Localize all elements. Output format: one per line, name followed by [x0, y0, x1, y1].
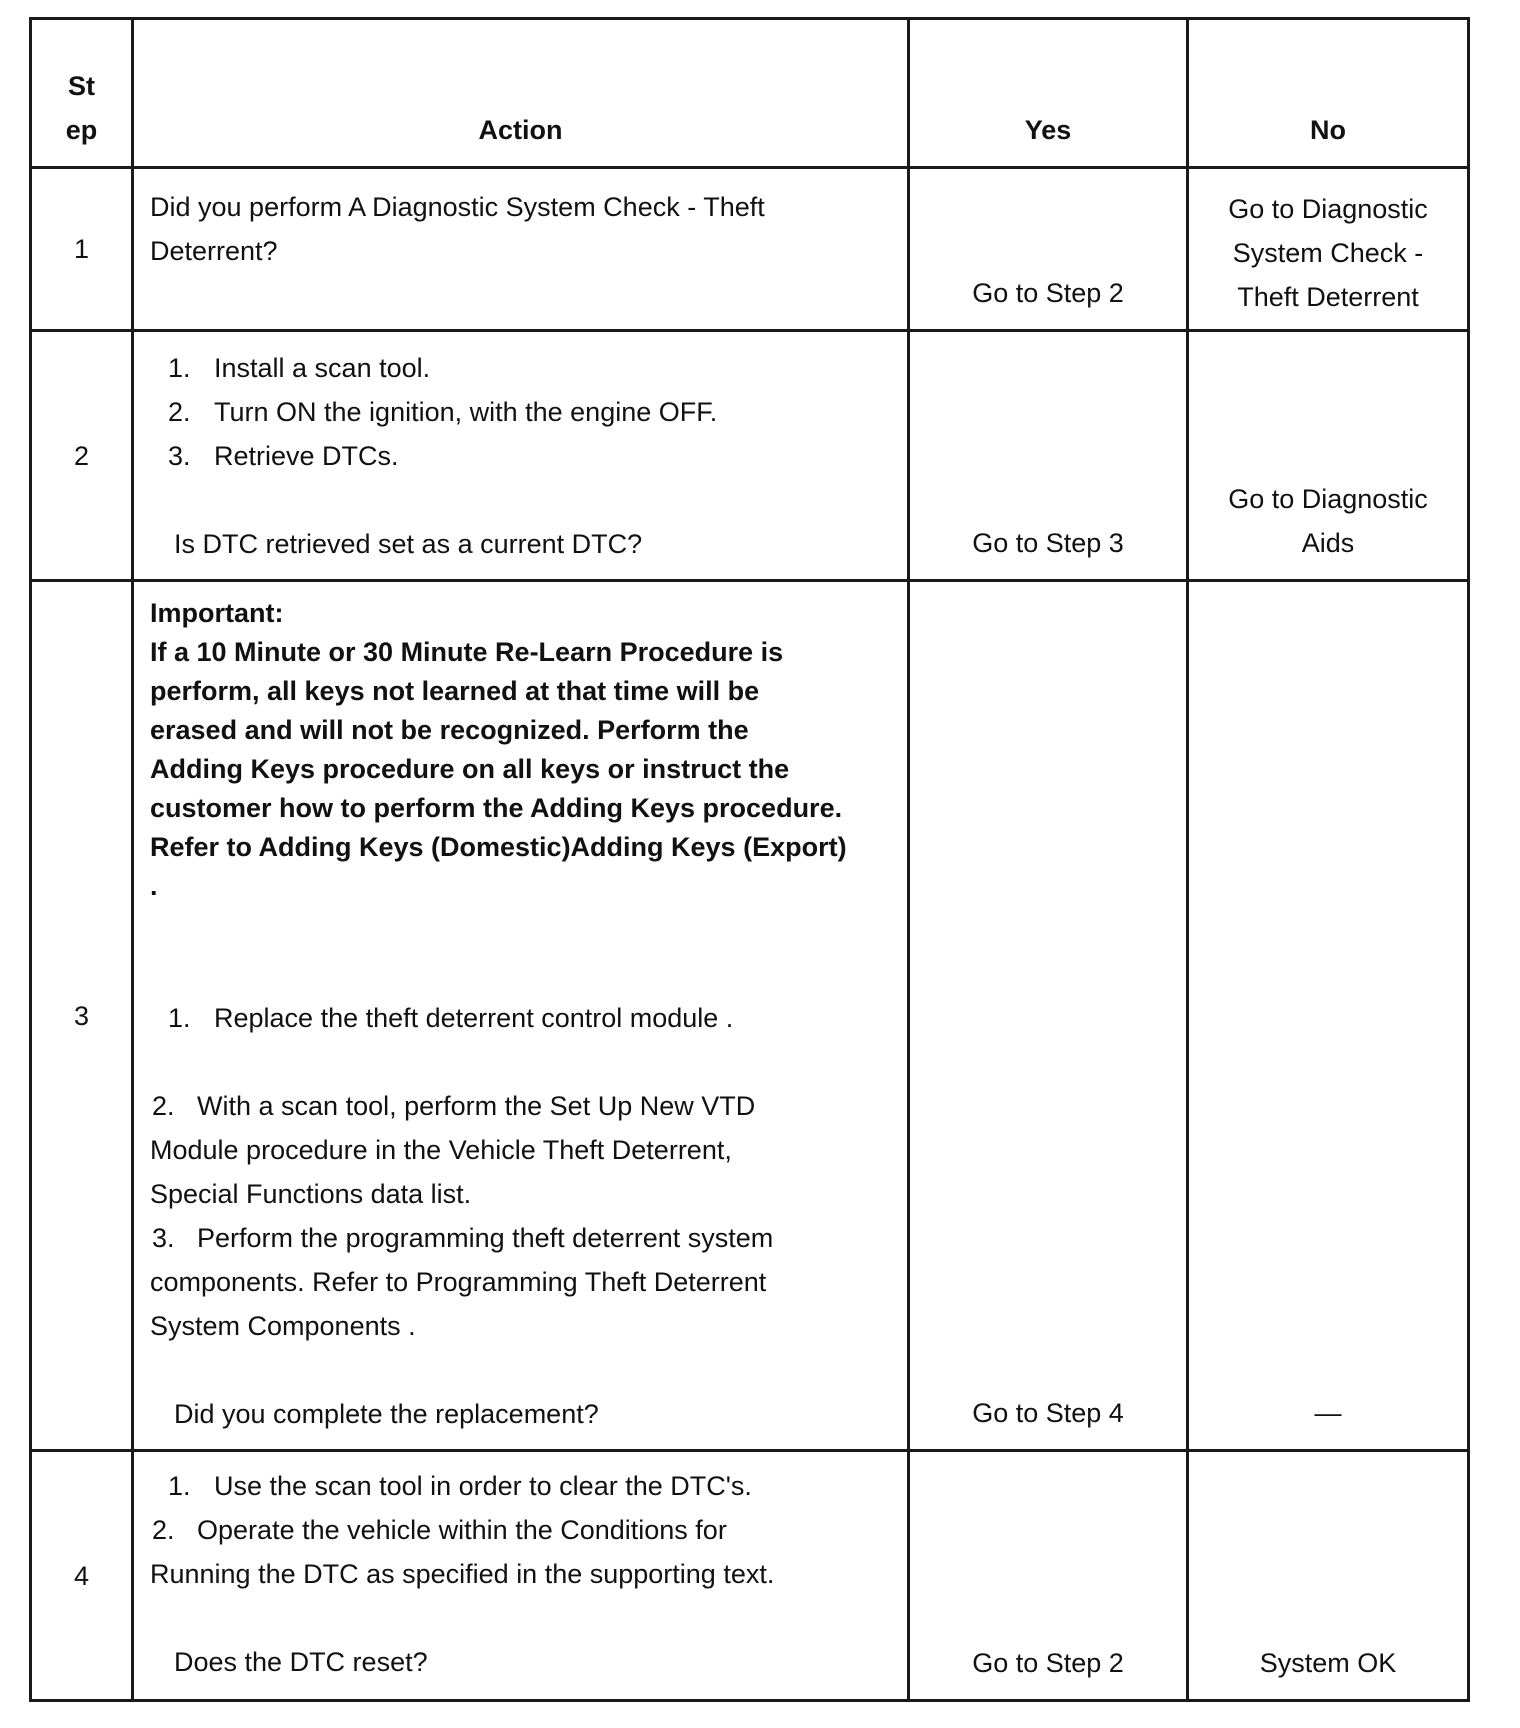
step-number: 2	[31, 331, 133, 581]
no-line: Aids	[1301, 528, 1355, 558]
list-item: 1. Install a scan tool.	[168, 353, 431, 383]
diagnostic-table	[29, 17, 1470, 1702]
header-yes: Yes	[909, 19, 1188, 168]
table-row-step-4	[31, 1451, 1469, 1701]
header-step	[31, 19, 133, 168]
important-label: Important:	[150, 598, 284, 628]
important-line: perform, all keys not learned at that time will be	[150, 676, 760, 706]
important-line: Adding Keys procedure on all keys or instruct the	[150, 754, 790, 784]
question: Did you complete the replacement?	[174, 1399, 599, 1429]
action-cell	[133, 331, 909, 581]
list-item: 2. Turn ON the ignition, with the engine OFF.	[168, 397, 718, 427]
header-row	[31, 19, 1469, 168]
action-cell	[133, 168, 909, 331]
list-item-line: Running the DTC as specified in the supporting text.	[150, 1559, 775, 1589]
step-number: 4	[31, 1451, 133, 1701]
step-number: 3	[31, 581, 133, 1451]
question: Is DTC retrieved set as a current DTC?	[174, 529, 643, 559]
table-row-step-1	[31, 168, 1469, 331]
table-row-step-3	[31, 581, 1469, 1451]
list-item: 3. Retrieve DTCs.	[168, 441, 399, 471]
action-cell	[133, 581, 909, 1451]
action-cell	[133, 1451, 909, 1701]
list-item: 1. Use the scan tool in order to clear the DTC's.	[168, 1471, 752, 1501]
list-item: 1. Replace the theft deterrent control module .	[168, 1003, 734, 1033]
list-item-line: 2. With a scan tool, perform the Set Up New VTD	[152, 1091, 756, 1121]
no-line: Go to Diagnostic	[1228, 194, 1428, 224]
list-item-line: components. Refer to Programming Theft Deterrent	[150, 1267, 767, 1297]
no-cell: System OK	[1188, 1451, 1469, 1701]
question: Does the DTC reset?	[174, 1647, 428, 1677]
header-no: No	[1188, 19, 1469, 168]
yes-cell: Go to Step 4	[909, 581, 1188, 1451]
important-line: erased and will not be recognized. Perform the	[150, 715, 749, 745]
step-number: 1	[31, 168, 133, 331]
action-line: Did you perform A Diagnostic System Check - Theft	[150, 192, 765, 222]
header-action: Action	[133, 19, 909, 168]
header-step-line1: St	[68, 71, 95, 101]
list-item-line: 3. Perform the programming theft deterrent system	[152, 1223, 774, 1253]
list-item-line: Special Functions data list.	[150, 1179, 472, 1209]
yes-cell: Go to Step 2	[909, 1451, 1188, 1701]
no-line: System Check -	[1232, 238, 1424, 268]
important-line: .	[150, 871, 158, 901]
yes-cell: Go to Step 2	[909, 168, 1188, 331]
yes-cell: Go to Step 3	[909, 331, 1188, 581]
important-line: Refer to Adding Keys (Domestic)Adding Keys (Export)	[150, 832, 847, 862]
important-line: If a 10 Minute or 30 Minute Re-Learn Procedure is	[150, 637, 784, 667]
no-line: Theft Deterrent	[1237, 282, 1419, 312]
header-step-line2: ep	[65, 115, 98, 145]
important-line: customer how to perform the Adding Keys procedure.	[150, 793, 843, 823]
list-item-line: System Components .	[150, 1311, 416, 1341]
no-line: Go to Diagnostic	[1228, 484, 1428, 514]
no-cell	[1188, 168, 1469, 331]
list-item-line: 2. Operate the vehicle within the Conditions for	[152, 1515, 727, 1545]
action-line: Deterrent?	[150, 236, 278, 266]
no-cell: —	[1188, 581, 1469, 1451]
no-cell	[1188, 331, 1469, 581]
list-item-line: Module procedure in the Vehicle Theft Deterrent,	[150, 1135, 732, 1165]
table-row-step-2	[31, 331, 1469, 581]
